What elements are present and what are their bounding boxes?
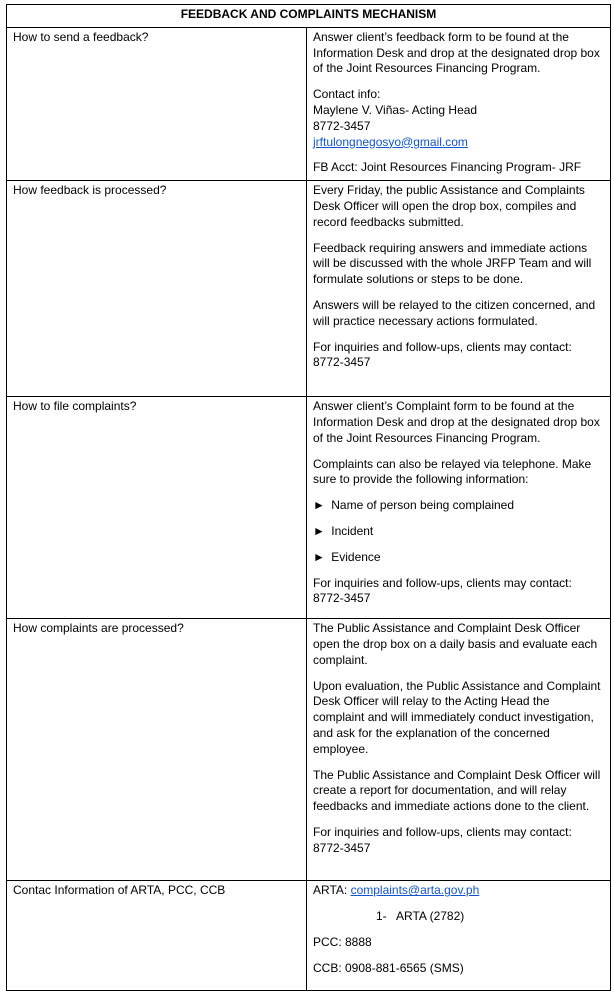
answer-send-feedback <box>307 27 611 180</box>
complaint-process-step-3: The Public Assistance and Complaint Desk Officer will create a report for documentation, and will relay feedbacks and immediate actions done to the client. <box>313 767 601 814</box>
contact-label: Contact info: <box>313 87 381 102</box>
triangle-bullet-icon: ► <box>313 498 325 513</box>
contact-info-block <box>313 87 604 150</box>
complaint-telephone-info: Complaints can also be relayed via telephone. Make sure to provide the following information: <box>313 456 592 487</box>
complaint-process-inquiries: For inquiries and follow-ups, clients may contact: 8772-3457 <box>313 824 572 855</box>
arta-label: ARTA: <box>313 883 351 898</box>
bullet-text: Incident <box>331 523 374 538</box>
question-contact-info: Contac Information of ARTA, PCC, CCB <box>7 881 307 991</box>
ccb-contact: CCB: 0908-881-6565 (SMS) <box>313 960 464 975</box>
contact-phone: 8772-3457 <box>313 118 371 133</box>
contact-email-link[interactable]: jrftulongnegosyo@gmail.com <box>313 134 468 149</box>
feedback-process-step-2: Feedback requiring answers and immediate actions will be discussed with the whole JRFP Team and will formulate solutions or steps to be done. <box>313 240 592 287</box>
arta-hotline <box>313 909 604 925</box>
arta-contact <box>313 883 604 899</box>
answer-complaints-processed <box>307 619 611 881</box>
complaint-process-step-1: The Public Assistance and Complaint Desk Officer open the drop box on a daily basis and evaluate each complaint. <box>313 621 598 667</box>
send-feedback-instructions: Answer client’s feedback form to be found at the Information Desk and drop at the designated drop box of the Joint Resources Financing Program. <box>313 29 600 76</box>
table-row <box>7 27 611 180</box>
question-file-complaints: How to file complaints? <box>7 397 307 619</box>
complaint-process-step-2: Upon evaluation, the Public Assistance and Complaint Desk Officer will relay to the Acting Head the complaint and will immediately conduct investigation, and ask for the explanation of the concerned employee. <box>313 678 601 756</box>
answer-contact-info <box>307 881 611 991</box>
arta-number: 1- ARTA (2782) <box>376 908 465 923</box>
question-feedback-processed: How feedback is processed? <box>7 181 307 397</box>
triangle-bullet-icon: ► <box>313 549 325 564</box>
feedback-complaints-table <box>6 4 611 991</box>
complaint-form-instructions: Answer client’s Complaint form to be found at the Information Desk and drop at the designated drop box of the Joint Resources Financing Program. <box>313 399 600 445</box>
bullet-text: Name of person being complained <box>331 498 515 513</box>
feedback-process-step-3: Answers will be relayed to the citizen concerned, and will practice necessary actions formulated. <box>313 297 596 328</box>
pcc-contact: PCC: 8888 <box>313 934 372 949</box>
bullet-text: Evidence <box>331 549 381 564</box>
triangle-bullet-icon: ► <box>313 523 325 538</box>
arta-email-link[interactable]: complaints@arta.gov.ph <box>350 883 480 898</box>
answer-file-complaints <box>307 397 611 619</box>
table-row <box>7 181 611 397</box>
list-item <box>313 498 604 514</box>
fb-account: FB Acct: Joint Resources Financing Program- JRF <box>313 160 582 175</box>
table-row <box>7 881 611 991</box>
table-title-row <box>7 5 611 28</box>
answer-feedback-processed <box>307 181 611 397</box>
list-item <box>313 524 604 540</box>
feedback-process-step-1: Every Friday, the public Assistance and Complaints Desk Officer will open the drop box, compiles and record feedbacks submitted. <box>313 183 585 229</box>
table-row <box>7 397 611 619</box>
question-send-feedback: How to send a feedback? <box>7 27 307 180</box>
table-row <box>7 619 611 881</box>
contact-name: Maylene V. Viñas- Acting Head <box>313 102 478 117</box>
complaint-inquiries: For inquiries and follow-ups, clients may contact: 8772-3457 <box>313 575 572 606</box>
list-item <box>313 550 604 566</box>
question-complaints-processed: How complaints are processed? <box>7 619 307 881</box>
feedback-inquiries: For inquiries and follow-ups, clients may contact: 8772-3457 <box>313 339 572 370</box>
table-title: FEEDBACK AND COMPLAINTS MECHANISM <box>7 5 611 28</box>
